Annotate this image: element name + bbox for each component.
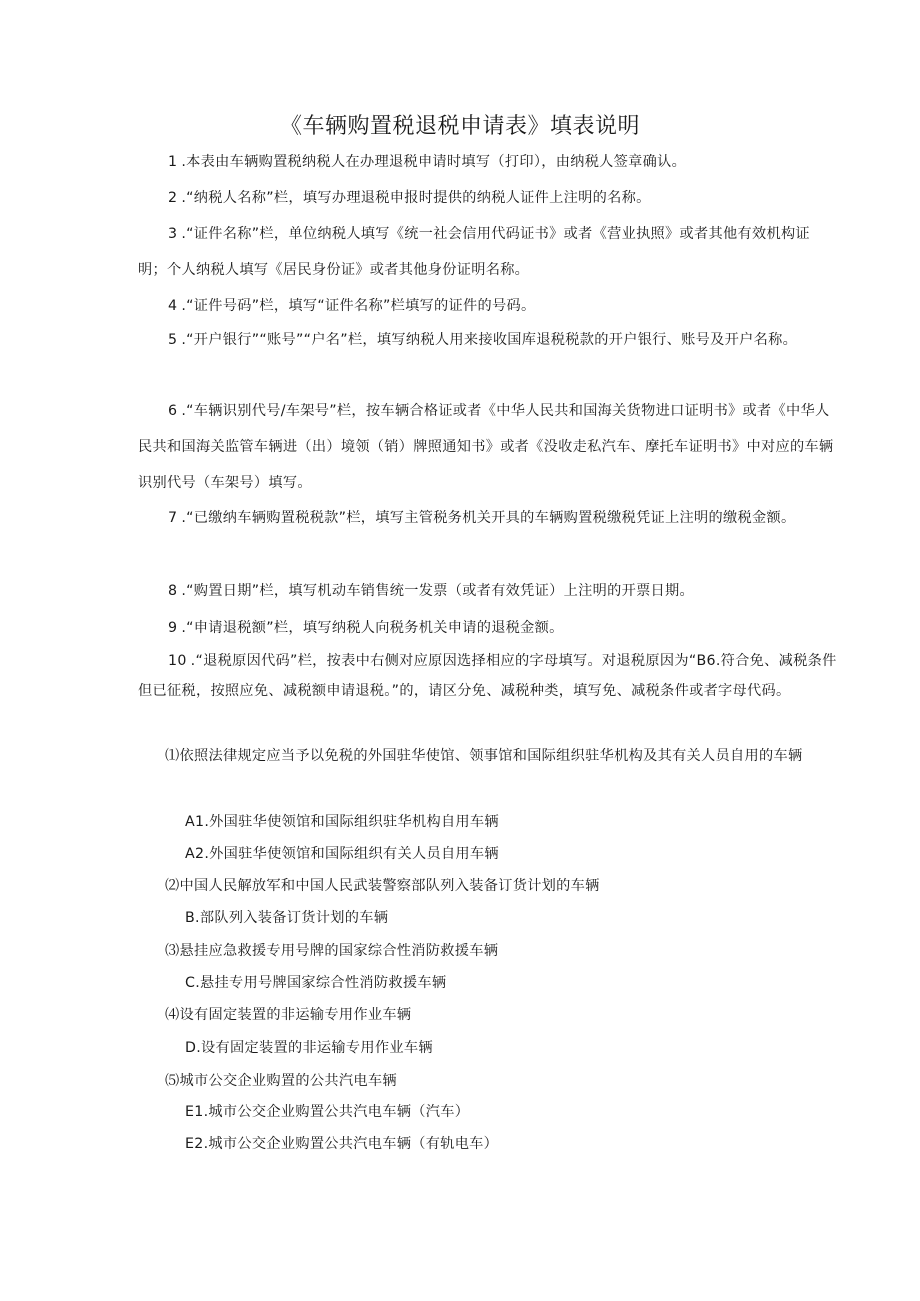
list-item-2 (138, 180, 838, 216)
item-number: 2 (168, 190, 178, 206)
item-text: .“纳税人名称”栏，填写办理退税申报时提供的纳税人证件上注明的名称。 (181, 190, 651, 206)
item-number: 4 (168, 298, 178, 314)
category-4-label: ⑷设有固定装置的非运输专用作业车辆 (165, 1007, 412, 1023)
code-a1: A1.外国驻华使领馆和国际组织驻华机构自用车辆 (185, 814, 499, 830)
item-number: 10 (168, 653, 187, 669)
list-item-3 (138, 216, 838, 288)
item-text: .“退税原因代码”栏，按表中右侧对应原因选择相应的字母填写。对退税原因为“B6.符合免、减税条件但已征税，按照应免、减税额申请退税。”的，请区分免、减税种类，填写免、减税条件或者字母代码。 (138, 653, 837, 699)
list-item-5 (138, 322, 838, 358)
item-text: .“车辆识别代号/车架号”栏，按车辆合格证或者《中华人民共和国海关货物进口证明书》或者《中华人民共和国海关监管车辆进（出）境领（销）牌照通知书》或者《没收走私汽车、摩托车证明书》中对应的车辆识别代号（车架号）填写。 (138, 403, 834, 491)
category-1-label: ⑴依照法律规定应当予以免税的外国驻华使馆、领事馆和国际组织驻华机构及其有关人员自用的车辆 (165, 748, 803, 764)
list-item-1 (138, 144, 838, 180)
item-number: 5 (168, 332, 178, 348)
list-item-9 (138, 610, 838, 646)
item-text: .本表由车辆购置税纳税人在办理退税申请时填写（打印），由纳税人签章确认。 (181, 154, 687, 170)
category-2-label: ⑵中国人民解放军和中国人民武装警察部队列入装备订货计划的车辆 (165, 878, 600, 894)
item-number: 3 (168, 226, 178, 242)
code-c: C.悬挂专用号牌国家综合性消防救援车辆 (185, 975, 447, 991)
category-5-label: ⑸城市公交企业购置的公共汽电车辆 (165, 1073, 397, 1089)
item-text: .“证件名称”栏，单位纳税人填写《统一社会信用代码证书》或者《营业执照》或者其他有效机构证明；个人纳税人填写《居民身份证》或者其他身份证明名称。 (138, 226, 810, 278)
item-number: 8 (168, 583, 178, 599)
code-e1: E1.城市公交企业购置公共汽电车辆（汽车） (185, 1104, 470, 1120)
code-a2: A2.外国驻华使领馆和国际组织有关人员自用车辆 (185, 846, 499, 862)
list-item-4 (138, 288, 838, 324)
item-text: .“开户银行”“账号”“户名”栏，填写纳税人用来接收国库退税税款的开户银行、账号及开户名称。 (181, 332, 798, 348)
page-title: 《车辆购置税退税申请表》填表说明 (279, 114, 640, 139)
item-number: 9 (168, 620, 178, 636)
item-text: .“申请退税额”栏，填写纳税人向税务机关申请的退税金额。 (181, 620, 564, 636)
item-number: 7 (168, 510, 178, 526)
item-text: .“购置日期”栏，填写机动车销售统一发票（或者有效凭证）上注明的开票日期。 (181, 583, 695, 599)
list-item-6 (138, 393, 838, 501)
code-e2: E2.城市公交企业购置公共汽电车辆（有轨电车） (185, 1136, 499, 1152)
category-3-label: ⑶悬挂应急救援专用号牌的国家综合性消防救援车辆 (165, 943, 499, 959)
item-text: .“证件号码”栏，填写“证件名称”栏填写的证件的号码。 (181, 298, 536, 314)
list-item-8 (138, 573, 838, 609)
item-text: .“已缴纳车辆购置税税款”栏，填写主管税务机关开具的车辆购置税缴税凭证上注明的缴税金额。 (181, 510, 796, 526)
list-item-10 (138, 646, 838, 706)
code-d: D.设有固定装置的非运输专用作业车辆 (185, 1040, 433, 1056)
item-number: 6 (168, 403, 178, 419)
item-number: 1 (168, 154, 178, 170)
list-item-7 (138, 500, 838, 536)
code-b: B.部队列入装备订货计划的车辆 (185, 910, 389, 926)
